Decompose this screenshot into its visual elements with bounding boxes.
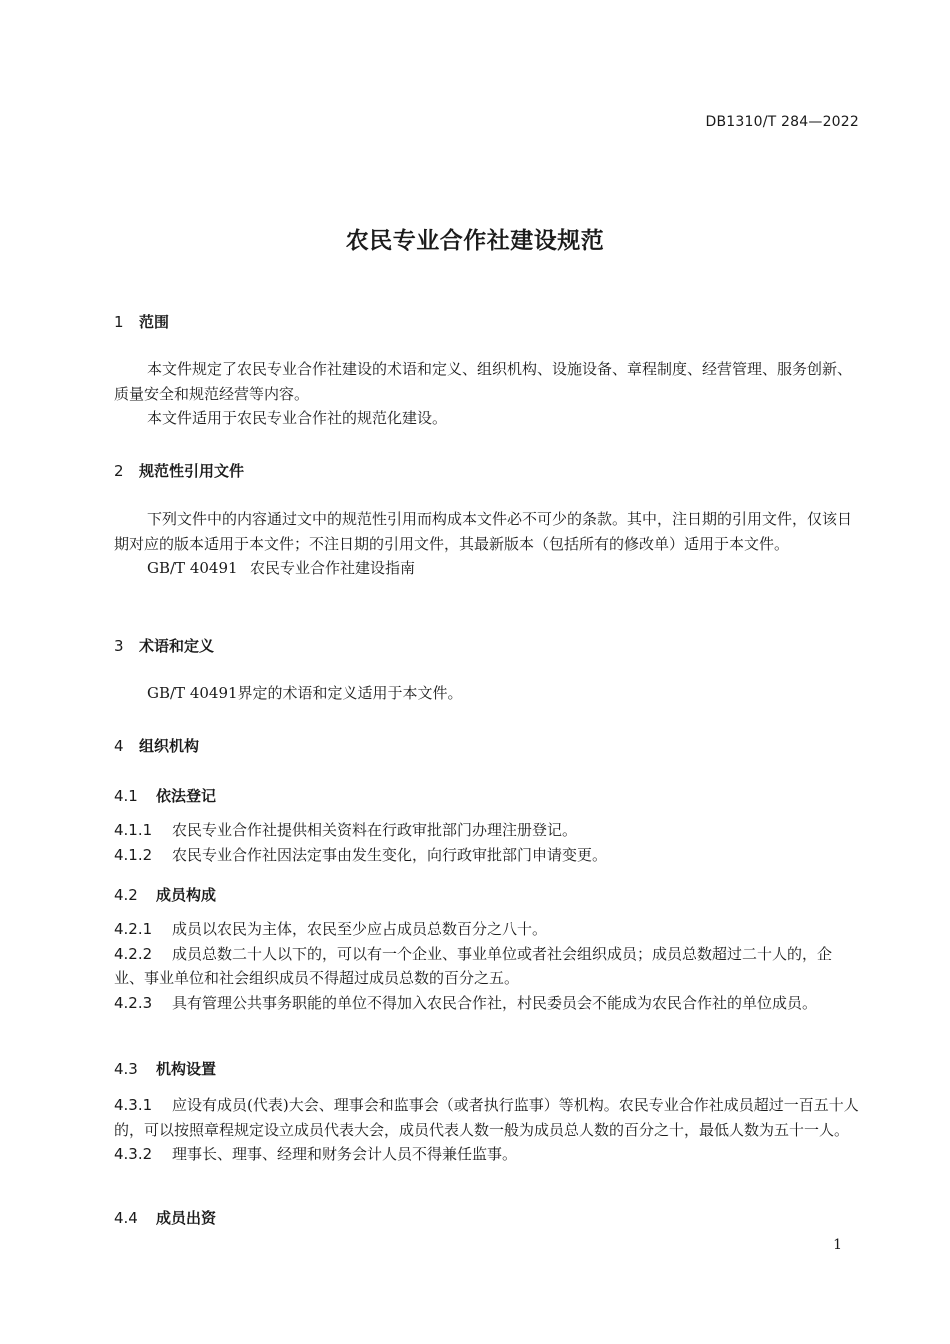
section-heading-normative-references xyxy=(114,460,244,481)
section-title: 术语和定义 xyxy=(139,637,215,655)
clause-text: 成员以农民为主体，农民至少应占成员总数百分之八十。 xyxy=(172,920,548,938)
clause-number: 4.2.1 xyxy=(114,920,153,938)
clause-text: 成员总数二十人以下的，可以有一个企业、事业单位或者社会组织成员；成员总数超过二十人的，企业、事业单位和社会组织成员不得超过成员总数的百分之五。 xyxy=(114,944,833,987)
clause xyxy=(114,917,859,942)
section-number: 1 xyxy=(114,313,124,331)
clause-number: 4.2.2 xyxy=(114,944,153,963)
clause xyxy=(114,1093,859,1142)
page-number: 1 xyxy=(833,1237,842,1253)
clause xyxy=(114,991,859,1016)
paragraph: 本文件适用于农民专业合作社的规范化建设。 xyxy=(147,409,448,427)
clause xyxy=(114,1142,859,1167)
subsection-title: 成员出资 xyxy=(156,1209,217,1227)
clause-number: 4.3.1 xyxy=(114,1096,153,1114)
reference-entry xyxy=(114,556,859,581)
subsection-heading-registration xyxy=(114,785,216,806)
subsection-body-registration xyxy=(114,818,859,867)
section-number: 4 xyxy=(114,737,124,755)
subsection-heading-membership xyxy=(114,884,216,905)
clause-number: 4.1.2 xyxy=(114,845,153,864)
clause-text: 应设有成员(代表)大会、理事会和监事会（或者执行监事）等机构。农民专业合作社成员超过一百五十人的，可以按照章程规定设立成员代表大会，成员代表人数一般为成员总人数的百分之十，最低人数为五十一人。 xyxy=(114,1096,859,1139)
clause-number: 4.2.3 xyxy=(114,993,153,1012)
subsection-number: 4.1 xyxy=(114,787,138,805)
document-code: DB1310/T 284—2022 xyxy=(705,114,859,130)
subsection-title: 依法登记 xyxy=(156,787,217,805)
section-title: 组织机构 xyxy=(139,737,200,755)
section-title: 范围 xyxy=(139,313,170,331)
subsection-number: 4.4 xyxy=(114,1209,138,1227)
section-number: 2 xyxy=(114,462,124,480)
paragraph: 本文件规定了农民专业合作社建设的术语和定义、组织机构、设施设备、章程制度、经营管理、服务创新、质量安全和规范经营等内容。 xyxy=(114,360,853,403)
clause xyxy=(114,942,859,991)
section-body-terms xyxy=(114,681,859,706)
clause xyxy=(114,843,859,868)
section-body-scope xyxy=(114,357,859,431)
clause-text: 农民专业合作社提供相关资料在行政审批部门办理注册登记。 xyxy=(172,821,578,839)
clause-text: 农民专业合作社因法定事由发生变化，向行政审批部门申请变更。 xyxy=(172,845,608,864)
paragraph: 下列文件中的内容通过文中的规范性引用而构成本文件必不可少的条款。其中，注日期的引用文件，仅该日期对应的版本适用于本文件；不注日期的引用文件，其最新版本（包括所有的修改单）适用于本文件。 xyxy=(114,510,853,553)
subsection-heading-capital-contribution xyxy=(114,1207,216,1228)
clause-text: 理事长、理事、经理和财务会计人员不得兼任监事。 xyxy=(172,1145,518,1163)
subsection-title: 成员构成 xyxy=(156,886,217,904)
subsection-body-institution xyxy=(114,1093,859,1167)
subsection-number: 4.2 xyxy=(114,886,138,904)
subsection-title: 机构设置 xyxy=(156,1060,217,1078)
reference-code: GB/T 40491 xyxy=(147,559,238,577)
section-title: 规范性引用文件 xyxy=(139,462,245,480)
document-title: 农民专业合作社建设规范 xyxy=(345,228,605,254)
subsection-number: 4.3 xyxy=(114,1060,138,1078)
section-heading-scope xyxy=(114,311,169,332)
subsection-heading-institution xyxy=(114,1058,216,1079)
section-heading-organization xyxy=(114,735,199,756)
clause-text: 具有管理公共事务职能的单位不得加入农民合作社，村民委员会不能成为农民合作社的单位成员。 xyxy=(172,993,818,1012)
clause-number: 4.3.2 xyxy=(114,1145,153,1163)
section-heading-terms xyxy=(114,635,214,656)
clause xyxy=(114,818,859,843)
section-body-normative-references xyxy=(114,507,859,581)
subsection-body-membership xyxy=(114,917,859,1015)
paragraph: GB/T 40491界定的术语和定义适用于本文件。 xyxy=(147,684,463,702)
reference-title: 农民专业合作社建设指南 xyxy=(250,559,416,577)
clause-number: 4.1.1 xyxy=(114,821,153,839)
section-number: 3 xyxy=(114,637,124,655)
